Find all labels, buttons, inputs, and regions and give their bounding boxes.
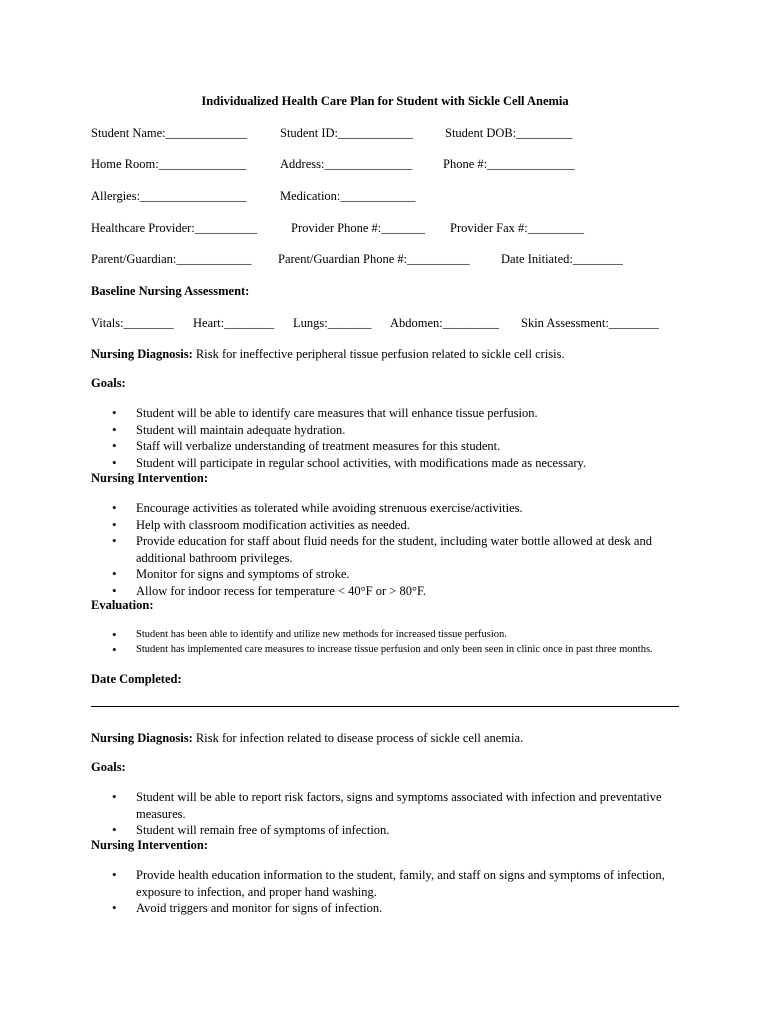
allergies-field: Allergies:_________________ [91, 189, 247, 203]
baseline-assessment-heading: Baseline Nursing Assessment: [91, 284, 250, 298]
list-item: • Help with classroom modification activities as needed. [91, 517, 681, 534]
list-item: • Student has been able to identify and utilize new methods for increased tissue perfusion. [91, 627, 671, 642]
home-room-field: Home Room:______________ [91, 157, 247, 171]
date-completed-line [91, 706, 679, 707]
goals-heading-2: Goals: [91, 760, 126, 774]
nursing-intervention-heading-1: Nursing Intervention: [91, 471, 209, 485]
evaluation-heading: Evaluation: [91, 598, 154, 612]
student-dob-field: Student DOB:_________ [445, 126, 573, 140]
lungs-field: Lungs:_______ [293, 316, 372, 330]
student-id-field: Student ID:____________ [280, 126, 413, 140]
nursing-intervention-heading-2: Nursing Intervention: [91, 838, 209, 852]
evaluation-list [91, 627, 671, 657]
nursing-diagnosis-text: Risk for infection related to disease process of sickle cell anemia. [192, 731, 524, 745]
list-item: • Student will remain free of symptoms of infection. [91, 822, 671, 839]
nursing-diagnosis-text: Risk for ineffective peripheral tissue perfusion related to sickle cell crisis. [192, 347, 565, 361]
heart-field: Heart:________ [193, 316, 275, 330]
goals-heading-1: Goals: [91, 376, 126, 390]
intervention-list-1 [91, 500, 681, 599]
nursing-diagnosis-label: Nursing Diagnosis: [91, 347, 193, 361]
intervention-list-2 [91, 867, 681, 917]
goals-list-1 [91, 405, 671, 471]
healthcare-provider-field: Healthcare Provider:__________ [91, 221, 258, 235]
list-item: • Student will participate in regular school activities, with modifications made as necessary. [91, 455, 671, 472]
list-item: • Student will be able to report risk factors, signs and symptoms associated with infection and preventative measures. [91, 789, 671, 822]
list-item: • Allow for indoor recess for temperature < 40°F or > 80°F. [91, 583, 681, 600]
parent-guardian-field: Parent/Guardian:____________ [91, 252, 252, 266]
student-name-field: Student Name:_____________ [91, 126, 247, 140]
skin-assessment-field: Skin Assessment:________ [521, 316, 659, 330]
date-initiated-field: Date Initiated:________ [501, 252, 623, 266]
provider-phone-field: Provider Phone #:_______ [291, 221, 426, 235]
document-title: Individualized Health Care Plan for Student with Sickle Cell Anemia [201, 94, 569, 108]
list-item: • Student will maintain adequate hydration. [91, 422, 671, 439]
provider-fax-field: Provider Fax #:_________ [450, 221, 585, 235]
list-item: • Provide health education information to the student, family, and staff on signs and symptoms of infection, exposure to infection, and proper hand washing. [91, 867, 681, 900]
date-completed-label: Date Completed: [91, 672, 182, 686]
medication-field: Medication:____________ [280, 189, 416, 203]
list-item: • Student will be able to identify care measures that will enhance tissue perfusion. [91, 405, 671, 422]
phone-field: Phone #:______________ [443, 157, 575, 171]
goals-list-2 [91, 789, 671, 839]
list-item: • Avoid triggers and monitor for signs of infection. [91, 900, 681, 917]
list-item: • Encourage activities as tolerated while avoiding strenuous exercise/activities. [91, 500, 681, 517]
nursing-diagnosis-label: Nursing Diagnosis: [91, 731, 193, 745]
guardian-phone-field: Parent/Guardian Phone #:__________ [278, 252, 470, 266]
address-field: Address:______________ [280, 157, 412, 171]
list-item: • Monitor for signs and symptoms of stroke. [91, 566, 681, 583]
nursing-diagnosis-1 [91, 347, 565, 362]
list-item: • Staff will verbalize understanding of treatment measures for this student. [91, 438, 671, 455]
list-item: • Student has implemented care measures to increase tissue perfusion and only been seen in clinic once in past three months. [91, 642, 671, 657]
abdomen-field: Abdomen:_________ [390, 316, 500, 330]
vitals-field: Vitals:________ [91, 316, 174, 330]
nursing-diagnosis-2 [91, 731, 523, 746]
list-item: • Provide education for staff about fluid needs for the student, including water bottle allowed at desk and additional bathroom privileges. [91, 533, 681, 566]
